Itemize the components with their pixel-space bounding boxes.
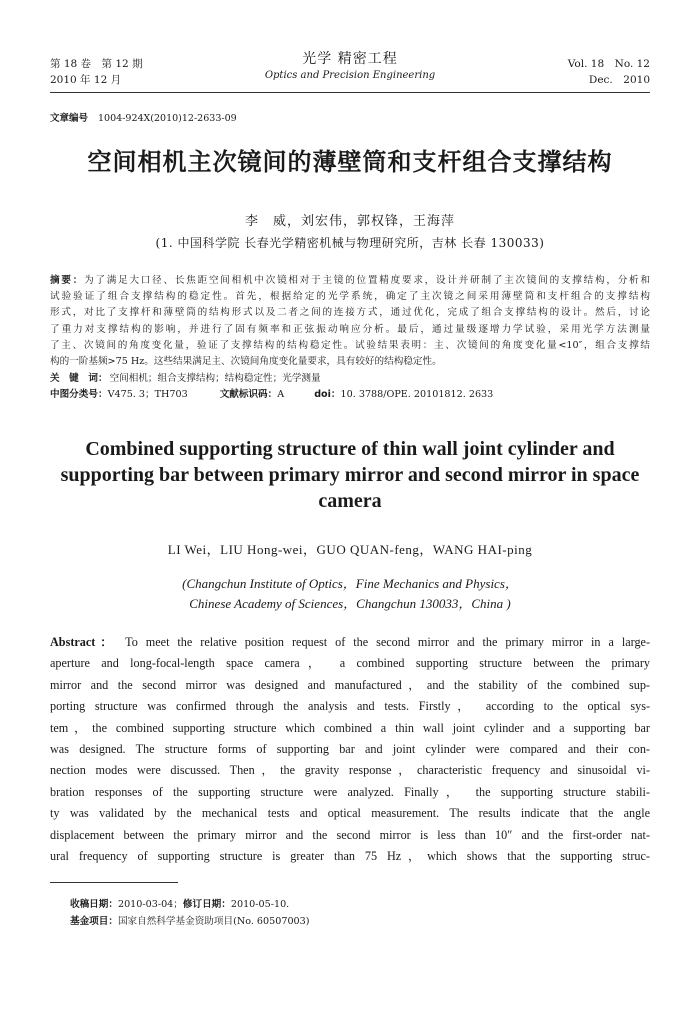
abstract-en-line: tem，the combined supporting structure which combined a thin wall joint cylinder and a supporting bar [50, 720, 650, 735]
abstract-en-line: porting structure was confirmed through the analysis and tests. Firstly， according to the optical sys- [50, 699, 650, 714]
affiliation-en [0, 574, 700, 614]
abstract-en-line: ural frequency of supporting structure is greater than 75 Hz，which shows that the supporting struc- [50, 849, 650, 864]
fund-label: 基金项目： [70, 916, 118, 927]
keywords [50, 370, 321, 384]
footnote-dates [70, 896, 289, 910]
abstract-cn-line: 了主、次镜间的角度变化量，验证了支撑结构的结构稳定性。试验结果表明：主、次镜间的角度变化量<10″，组合支撑结 [50, 339, 650, 351]
abstract-cn [50, 273, 650, 370]
date-cn: 2010 年 12 月 [50, 74, 122, 86]
doc-code-value: A [277, 389, 285, 400]
clc-value: V475. 3；TH703 [107, 389, 188, 400]
abstract-en [50, 632, 650, 867]
received-date: 2010-03-04； [117, 899, 183, 910]
affiliation-en-line: (Changchun Institute of Optics，Fine Mechanics and Physics， [182, 576, 518, 591]
doc-code-label: 文献标识码： [219, 389, 278, 400]
footnote-rule [50, 882, 178, 883]
abstract-cn-label: 摘要： [50, 275, 85, 286]
clc-label: 中图分类号： [50, 389, 108, 400]
abstract-en-line: mirror and the second mirror was designed and manufactured，and the stability of the combined sup- [50, 677, 650, 692]
abstract-en-line: was designed. The structure forms of supporting bar and joint cylinder were compared and their con- [50, 742, 650, 757]
affiliation-en-line: Chinese Academy of Sciences，Changchun 130033，China ) [189, 596, 511, 611]
header-rule [50, 92, 650, 93]
volume-issue-en: Vol. 18 No. 12 [567, 58, 650, 70]
abstract-en-line: ty was validated by the mechanical tests and optical measurement. The results indicate that the angle [50, 806, 650, 821]
fund-value: 国家自然科学基金资助项目(No. 60507003) [117, 916, 310, 927]
authors-en: LI Wei，LIU Hong-wei，GUO QUAN-feng，WANG HAI-ping [167, 542, 533, 557]
journal-name-en: Optics and Precision Engineering [264, 70, 436, 81]
classification-line [50, 386, 493, 400]
abstract-en-line: aperture and long-focal-length space camera， a combined supporting structure between the primary [50, 656, 650, 671]
journal-name [200, 50, 500, 83]
affiliation-cn: (1. 中国科学院 长春光学精密机械与物理研究所，吉林 长春 130033) [155, 236, 545, 250]
article-number-label: 文章编号 [50, 113, 89, 124]
abstract-cn-line: 形式，对比了支撑杆和薄壁筒的结构形式以及二者之间的连接方式，通过优化，完成了组合支撑结构的设计。然后，讨论 [50, 307, 650, 319]
abstract-en-line: displacement between the primary mirror and the second mirror is less than 10″ and the first-order nat- [50, 827, 650, 842]
date-en: Dec. 2010 [588, 74, 650, 86]
abstract-en-line: bration responses of the supporting structure were analyzed. Finally， the supporting structure stabili- [50, 784, 650, 799]
article-number [50, 110, 237, 124]
doi-label: doi： [314, 389, 341, 400]
running-header-right [568, 56, 650, 88]
revised-date: 2010-05-10. [230, 899, 290, 910]
abstract-cn-line: 摘要：为了满足大口径、长焦距空间相机中次镜相对于主镜的位置精度要求，设计并研制了主次镜间的支撑结构，分析和 [50, 275, 650, 286]
abstract-cn-line: 构的一阶基频>75 Hz。这些结果满足主、次镜间角度变化量要求，具有较好的结构稳定性。 [50, 356, 442, 368]
received-label: 收稿日期： [70, 899, 118, 910]
title-cn: 空间相机主次镜间的薄壁筒和支杆组合支撑结构 [87, 148, 613, 176]
revised-label: 修订日期： [182, 899, 231, 910]
keywords-label: 关 键 词： [50, 373, 108, 384]
abstract-en-line: Abstract： To meet the relative position request of the second mirror and the primary mirror in a large- [50, 635, 651, 649]
title-en: Combined supporting structure of thin wall joint cylinder and supporting bar between primary mirror and second mirror in space camera [60, 438, 640, 512]
doi-value: 10. 3788/OPE. 20101812. 2633 [340, 389, 494, 400]
volume-issue-cn: 第 18 卷 第 12 期 [50, 58, 143, 70]
abstract-en-line: nection modes were discussed. Then，the gravity response，characteristic frequency and sinusoidal vi- [50, 763, 650, 778]
article-number-value: 1004-924X(2010)12-2633-09 [98, 113, 237, 124]
authors-cn: 李 威，刘宏伟，郭权锋，王海萍 [244, 214, 455, 229]
abstract-cn-line: 了重力对支撑结构的影响，并进行了固有频率和正弦振动响应分析。最后，通过量级逐增力学试验，采用光学方法测量 [50, 323, 650, 335]
footnote-fund [70, 913, 310, 927]
keywords-value: 空间相机；组合支撑结构；结构稳定性；光学测量 [109, 373, 321, 384]
running-header-left [50, 56, 143, 88]
abstract-cn-line: 试验验证了组合支撑结构的稳定性。首先，根据给定的光学系统，确定了主次镜之间采用薄壁筒和支杆组合的支撑结构 [50, 291, 650, 303]
abstract-en-label: Abstract： [50, 635, 118, 649]
journal-name-cn: 光学 精密工程 [302, 51, 398, 67]
